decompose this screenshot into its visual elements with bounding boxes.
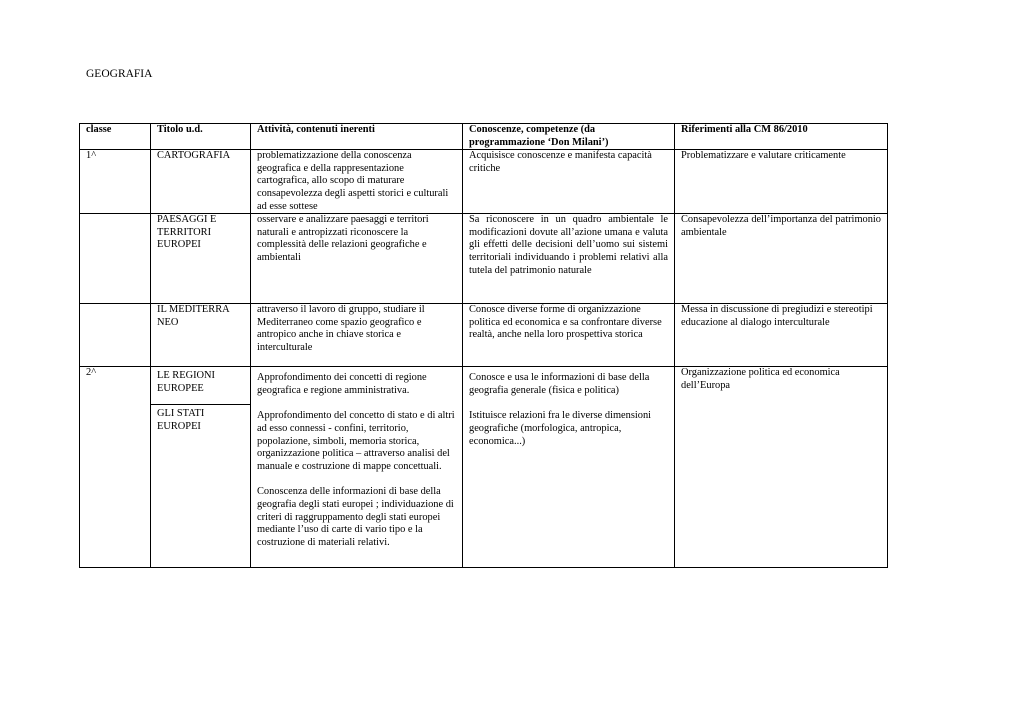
cell-classe [80, 304, 151, 367]
cell-conoscenze: Conosce diverse forme di organizzazione politica ed economica e sa confrontare diverse realtà, anche nella loro prospettiva storica [463, 304, 675, 367]
cell-conoscenze [463, 367, 675, 568]
document-title: GEOGRAFIA [86, 68, 153, 80]
cell-classe: 2^ [80, 367, 151, 568]
cell-riferimenti: Organizzazione politica ed economica dell’Europa [675, 367, 888, 568]
header-row [80, 124, 888, 150]
cell-attivita: osservare e analizzare paesaggi e territori naturali e antropizzati riconoscere la complessità delle relazioni geografiche e ambientali [251, 214, 463, 304]
cell-attivita [251, 367, 463, 568]
cell-riferimenti: Problematizzare e valutare criticamente [675, 150, 888, 214]
cell-attivita: attraverso il lavoro di gruppo, studiare il Mediterraneo come spazio geografico e antropico anche in chiave storica e interculturale [251, 304, 463, 367]
header-conoscenze: Conoscenze, competenze (da programmazione ‘Don Milani’) [463, 124, 675, 150]
conoscenze-paragraph: Conosce e usa le informazioni di base della geografia generale (fisica e politica) [469, 372, 650, 396]
cell-titolo [151, 367, 251, 568]
cell-classe [80, 214, 151, 304]
cell-riferimenti: Consapevolezza dell’importanza del patrimonio ambientale [675, 214, 888, 304]
cell-titolo-stati: GLI STATI EUROPEI [157, 408, 205, 432]
cell-titolo-regioni: LE REGIONI EUROPEE [151, 367, 250, 405]
header-titolo: Titolo u.d. [151, 124, 251, 150]
header-classe: classe [80, 124, 151, 150]
cell-titolo: PAESAGGI E TERRITORI EUROPEI [151, 214, 251, 304]
header-attivita: Attività, contenuti inerenti [251, 124, 463, 150]
cell-conoscenze: Acquisisce conoscenze e manifesta capacità critiche [463, 150, 675, 214]
header-riferimenti: Riferimenti alla CM 86/2010 [675, 124, 888, 150]
cell-classe: 1^ [80, 150, 151, 214]
attivita-paragraph: Approfondimento del concetto di stato e di altri ad esso connessi - confini, territorio, popolazione, simboli, memoria storica, organizzazione politica – attraverso analisi del manuale e costruzione di mappe concettuali. [257, 410, 455, 472]
curriculum-table [79, 123, 888, 568]
attivita-paragraph: Approfondimento dei concetti di regione geografica e regione amministrativa. [257, 372, 427, 396]
cell-attivita: problematizzazione della conoscenza geografica e della rappresentazione cartografica, allo scopo di maturare consapevolezza degli aspetti storici e culturali ad esse sottese [251, 150, 463, 214]
table-row [80, 214, 888, 304]
table-row [80, 367, 888, 568]
table-row [80, 150, 888, 214]
attivita-paragraph: Conoscenza delle informazioni di base della geografia degli stati europei ; individuazione di criteri di raggruppamento degli stati europei mediante l’uso di carte di vario tipo e la costruzione di materiali relativi. [257, 486, 454, 548]
cell-titolo: CARTOGRAFIA [151, 150, 251, 214]
cell-riferimenti: Messa in discussione di pregiudizi e stereotipi educazione al dialogo interculturale [675, 304, 888, 367]
conoscenze-paragraph: Istituisce relazioni fra le diverse dimensioni geografiche (morfologica, antropica, economica...) [469, 410, 652, 447]
table-row [80, 304, 888, 367]
cell-titolo: IL MEDITERRA NEO [151, 304, 251, 367]
cell-conoscenze: Sa riconoscere in un quadro ambientale le modificazioni dovute all’azione umana e valuta gli effetti delle decisioni dell’uomo sui sistemi territoriali individuando i problemi relativi alla tutela del patrimonio naturale [463, 214, 675, 304]
